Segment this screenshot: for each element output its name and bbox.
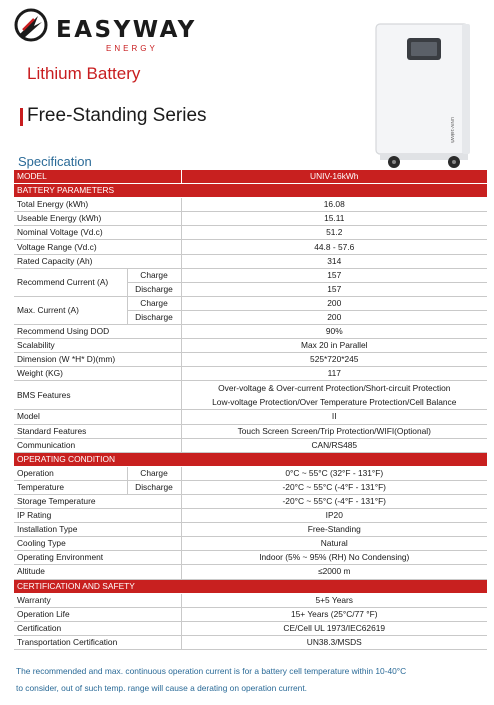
brand-name: EASYWAY (56, 17, 197, 43)
footnote-line-2: to consider, out of such temp. range will cause a derating on operation current. (16, 683, 307, 693)
table-row: Installation Type Free-Standing (14, 523, 487, 537)
brand-sub: ENERGY (106, 44, 158, 53)
table-row: Altitude ≤2000 m (14, 565, 487, 579)
table-row: Rated Capacity (Ah) 314 (14, 254, 487, 268)
table-row: Model II (14, 410, 487, 424)
table-row: Discharge 157 (14, 282, 487, 296)
table-row: Weight (KG) 117 (14, 367, 487, 381)
specification-title: Specification (18, 154, 92, 169)
table-row: Recommend Using DOD 90% (14, 325, 487, 339)
table-row: BMS Features Over-voltage & Over-current Protection/Short-circuit Protection Low-voltage Protection/Over Temperature Protection/Cell Balance (14, 381, 487, 410)
table-row: Cooling Type Natural (14, 537, 487, 551)
table-row: Warranty 5+5 Years (14, 593, 487, 607)
table-row: Max. Current (A) Charge 200 (14, 296, 487, 310)
specification-table (14, 170, 487, 650)
table-row: IP Rating IP20 (14, 509, 487, 523)
table-row: Standard Features Touch Screen Screen/Trip Protection/WIFI(Optional) (14, 424, 487, 438)
battery-product-image (374, 22, 474, 170)
series-accent-bar (20, 108, 23, 126)
table-row: Dimension (W *H* D)(mm) 525*720*245 (14, 353, 487, 367)
table-row: Storage Temperature -20°C ~ 55°C (-4°F - 131°F) (14, 494, 487, 508)
section-certification: CERTIFICATION AND SAFETY (14, 579, 487, 593)
table-row: Operation Life 15+ Years (25°C/77 °F) (14, 607, 487, 621)
table-row: Recommend Current (A) Charge 157 (14, 268, 487, 282)
table-row: Scalability Max 20 in Parallel (14, 339, 487, 353)
model-label: MODEL (14, 170, 181, 184)
footnote (16, 663, 486, 697)
table-row: Certification CE/Cell UL 1973/IEC62619 (14, 621, 487, 635)
table-row: Useable Energy (kWh) 15.11 (14, 212, 487, 226)
model-header-row (14, 170, 487, 184)
footnote-line-1: The recommended and max. continuous operation current is for a battery cell temperature within 10-40°C (16, 666, 407, 676)
table-row: Voltage Range (Vd.c) 44.8 - 57.6 (14, 240, 487, 254)
brand-logo (14, 8, 197, 53)
table-row: Nominal Voltage (Vd.c) 51.2 (14, 226, 487, 240)
table-row: Discharge 200 (14, 310, 487, 324)
easyway-logo-icon (14, 8, 48, 42)
product-side-label: UNIV-16kWh (450, 117, 455, 144)
table-row: Communication CAN/RS485 (14, 438, 487, 452)
table-row: Operation Charge 0°C ~ 55°C (32°F - 131°F) (14, 466, 487, 480)
section-operating: OPERATING CONDITION (14, 452, 487, 466)
section-battery: BATTERY PARAMETERS (14, 184, 487, 198)
table-row: Operating Environment Indoor (5% ~ 95% (RH) No Condensing) (14, 551, 487, 565)
table-row: Temperature Discharge -20°C ~ 55°C (-4°F - 131°F) (14, 480, 487, 494)
series-title: Free-Standing Series (27, 105, 207, 126)
model-value: UNIV-16kWh (181, 170, 487, 184)
table-row: Transportation Certification UN38.3/MSDS (14, 635, 487, 649)
product-category: Lithium Battery (27, 64, 141, 83)
table-row: Total Energy (kWh) 16.08 (14, 198, 487, 212)
